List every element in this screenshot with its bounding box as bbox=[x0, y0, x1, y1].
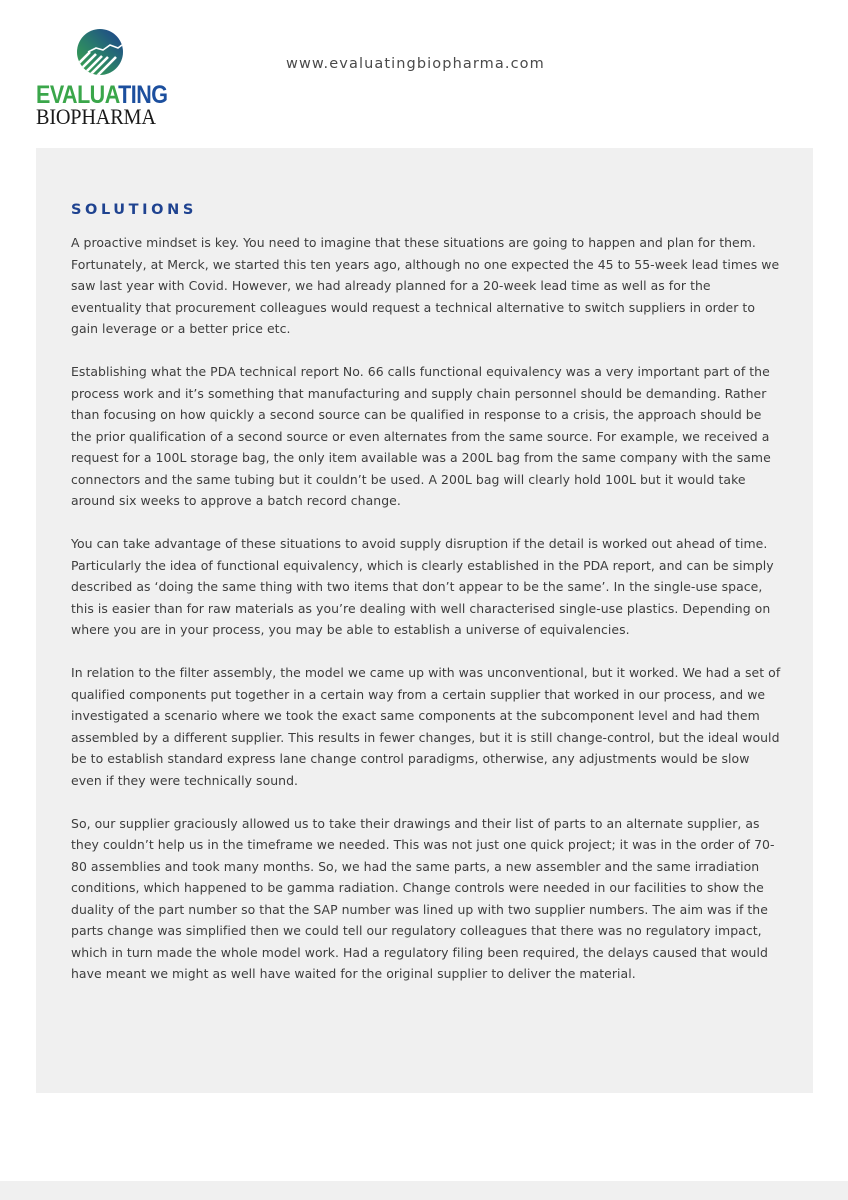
globe-chart-icon bbox=[76, 28, 124, 76]
paragraph: So, our supplier graciously allowed us to take their drawings and their list of parts to an alternate supplier, as they couldn’t help us in the timeframe we needed. This was not just one quick project; it was in the order of 70-80 assemblies and took many months. So, we had the same parts, a new assembler and the same irradiation conditions, which happened to be gamma radiation. Change controls were needed in our facilities to show the duality of the part number so that the SAP number was lined up with two supplier numbers. The aim was if the parts change was simplified then we could tell our regulatory colleagues that there was no regulatory impact, which in turn made the whole model work. Had a regulatory filing been required, the delays caused that would have meant we might as well have waited for the original supplier to deliver the material. bbox=[71, 815, 775, 981]
paragraph: Establishing what the PDA technical report No. 66 calls functional equivalency was a very important part of the process work and it’s something that manufacturing and supply chain personnel should be demanding. Rather than focusing on how quickly a second source can be qualified in response to a crisis, the approach should be the prior qualification of a second source or even alternates from the same source. For example, we received a request for a 100L storage bag, the only item available was a 200L bag from the same company with the same connectors and the same tubing but it couldn’t be used. A 200L bag will clearly hold 100L but it would take around six weeks to approve a batch record change. bbox=[71, 364, 771, 508]
footer-band bbox=[0, 1181, 848, 1200]
paragraph: You can take advantage of these situations to avoid supply disruption if the detail is worked out ahead of time. Particularly the idea of functional equivalency, which is clearly established in the PDA report, and can be simply described as ‘doing the same thing with two items that don’t appear to be the same’. In the single-use space, this is easier than for raw materials as you’re dealing with well characterised single-use plastics. Depending on where you are in your process, you may be able to establish a universe of equivalencies. bbox=[71, 536, 774, 637]
article-body bbox=[71, 232, 783, 1006]
logo-word-part-green: EVALUA bbox=[36, 81, 119, 109]
section-title: SOLUTIONS bbox=[71, 202, 197, 218]
logo-word-part-blue: TING bbox=[118, 81, 168, 109]
paragraph: A proactive mindset is key. You need to imagine that these situations are going to happen and plan for them. Fortunately, at Merck, we started this ten years ago, although no one expected the 45 to 55-week lead times we saw last year with Covid. However, we had already planned for a 20-week lead time as well as for the eventuality that procurement colleagues would request a technical alternative to switch suppliers in order to gain leverage or a better price etc. bbox=[71, 235, 780, 336]
paragraph: In relation to the filter assembly, the model we came up with was unconventional, but it worked. We had a set of qualified components put together in a certain way from a certain supplier that worked in our process, and we investigated a scenario where we took the exact same components at the subcomponent level and had them assembled by a different supplier. This results in fewer changes, but it is still change-control, but the ideal would be to establish standard express lane change control paradigms, otherwise, any adjustments would be slow even if they were technically sound. bbox=[71, 665, 781, 788]
logo-word-biopharma: BIOPHARMA bbox=[36, 104, 156, 129]
evaluating-biopharma-logo bbox=[36, 26, 171, 130]
website-url[interactable]: www.evaluatingbiopharma.com bbox=[286, 56, 545, 72]
